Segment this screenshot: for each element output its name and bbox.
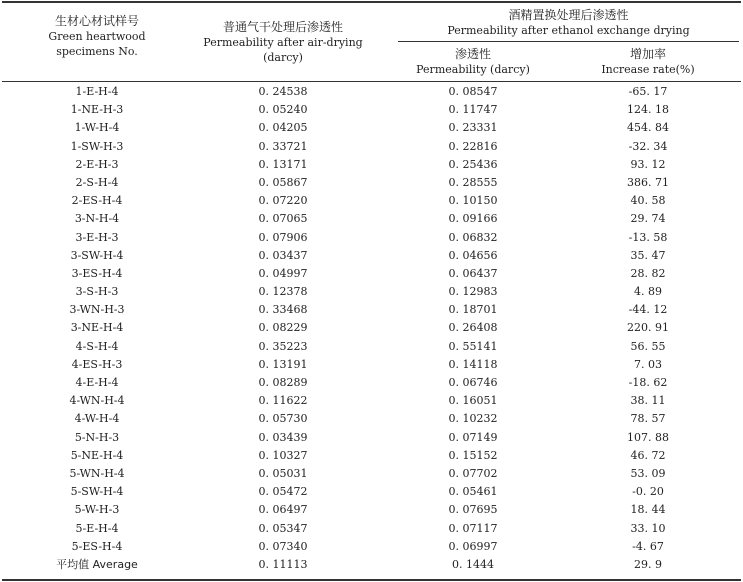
table-row [0,192,743,210]
cell-ethanol-permeability: 0. 23331 [448,121,498,135]
cell-increase-rate: 386. 71 [627,175,669,189]
cell-air-drying-permeability: 0. 10327 [258,448,308,462]
table-row [0,429,743,447]
header-air-drying-en1: Permeability after air-drying [203,36,363,49]
cell-ethanol-permeability: 0. 05461 [448,485,498,499]
cell-increase-rate: 18. 44 [630,503,666,517]
table-row [0,301,743,319]
cell-air-drying-permeability: 0. 05031 [258,466,308,480]
cell-increase-rate: 35. 47 [630,248,666,262]
average-ethanol-permeability: 0. 1444 [452,557,494,571]
cell-ethanol-permeability: 0. 11747 [448,103,498,117]
cell-specimen-id: 3-N-H-4 [74,212,120,226]
cell-air-drying-permeability: 0. 13191 [258,357,308,371]
table-row [0,520,743,538]
cell-specimen-id: 5-WN-H-4 [69,466,125,480]
cell-ethanol-permeability: 0. 14118 [448,357,498,371]
table-row [0,138,743,156]
cell-ethanol-permeability: 0. 22816 [448,139,498,153]
cell-increase-rate: 56. 55 [630,339,666,353]
cell-increase-rate: 4. 89 [634,285,662,299]
cell-specimen-id: 3-SW-H-4 [70,248,124,262]
cell-ethanol-permeability: 0. 04656 [448,248,498,262]
cell-ethanol-permeability: 0. 16051 [448,394,498,408]
cell-air-drying-permeability: 0. 03439 [258,430,308,444]
cell-increase-rate: -44. 12 [628,303,668,317]
cell-specimen-id: 3-NE-H-4 [70,321,124,335]
average-increase-rate: 29. 9 [634,557,662,571]
header-air-drying-en2: (darcy) [263,51,303,64]
cell-specimen-id: 4-ES-H-3 [71,357,123,371]
cell-increase-rate: -13. 58 [628,230,668,244]
cell-ethanol-permeability: 0. 06437 [448,266,498,280]
header-specimen-cn: 生材心材试样号 [54,14,139,28]
cell-increase-rate: 124. 18 [627,103,669,117]
cell-ethanol-permeability: 0. 09166 [448,212,498,226]
cell-air-drying-permeability: 0. 08289 [258,376,308,389]
cell-increase-rate: 93. 12 [630,157,666,171]
cell-specimen-id: 1-SW-H-3 [70,139,124,153]
table-row [0,229,743,247]
cell-specimen-id: 2-ES-H-4 [71,194,123,208]
table-row [0,210,743,228]
cell-air-drying-permeability: 0. 05347 [258,521,308,535]
cell-air-drying-permeability: 0. 07340 [258,539,308,553]
cell-air-drying-permeability: 0. 05730 [258,412,308,426]
table-row [0,101,743,119]
cell-increase-rate: 220. 91 [627,321,669,335]
cell-increase-rate: 107. 88 [627,430,669,444]
cell-ethanol-permeability: 0. 07117 [448,521,498,535]
table-row [0,465,743,483]
cell-specimen-id: 2-E-H-3 [75,157,119,171]
table-top-rule [2,1,741,3]
cell-specimen-id: 3-S-H-3 [75,285,119,299]
header-specimen [22,14,172,59]
cell-ethanol-permeability: 0. 06746 [448,376,498,389]
header-increase-rate-cn: 增加率 [629,47,666,61]
header-bottom-rule [2,81,741,82]
cell-air-drying-permeability: 0. 05240 [258,103,308,117]
header-increase-rate-en: Increase rate(%) [601,63,695,76]
table-row [0,501,743,519]
cell-specimen-id: 1-E-H-4 [75,85,119,98]
header-specimen-en1: Green heartwood [48,30,146,43]
cell-specimen-id: 5-ES-H-4 [71,539,123,553]
cell-specimen-id: 5-E-H-4 [75,521,119,535]
cell-increase-rate: 40. 58 [630,194,666,208]
table-body [0,83,743,574]
header-permeability-cn: 渗透性 [454,47,491,61]
cell-ethanol-permeability: 0. 07702 [448,466,498,480]
table-row [0,119,743,137]
table-row [0,156,743,174]
cell-increase-rate: -4. 67 [632,539,664,553]
table-row [0,338,743,356]
cell-ethanol-permeability: 0. 55141 [448,339,498,353]
cell-ethanol-permeability: 0. 28555 [448,175,498,189]
cell-specimen-id: 5-SW-H-4 [70,485,124,499]
header-specimen-en2: specimens No. [56,45,138,58]
cell-air-drying-permeability: 0. 07906 [258,230,308,244]
cell-specimen-id: 2-S-H-4 [75,175,119,189]
cell-ethanol-permeability: 0. 26408 [448,321,498,335]
cell-ethanol-permeability: 0. 07149 [448,430,498,444]
average-specimen-id: 平均值 Average [56,557,138,571]
cell-specimen-id: 3-ES-H-4 [71,266,123,280]
cell-air-drying-permeability: 0. 03437 [258,248,308,262]
table-row [0,174,743,192]
cell-air-drying-permeability: 0. 04205 [258,121,308,135]
table-row [0,356,743,374]
table-row [0,283,743,301]
cell-increase-rate: 454. 84 [627,121,669,135]
cell-ethanol-permeability: 0. 06832 [448,230,498,244]
cell-ethanol-permeability: 0. 10232 [448,412,498,426]
table-row [0,319,743,337]
header-ethanol-group [398,8,739,38]
cell-increase-rate: -32. 34 [628,139,668,153]
cell-specimen-id: 4-E-H-4 [75,376,119,389]
table-row [0,83,743,101]
cell-air-drying-permeability: 0. 24538 [258,85,308,98]
cell-increase-rate: 29. 74 [630,212,666,226]
cell-air-drying-permeability: 0. 13171 [258,157,308,171]
table-row [0,247,743,265]
cell-increase-rate: 38. 11 [630,394,666,408]
header-ethanol-group-cn: 酒精置换处理后渗透性 [508,8,629,22]
cell-air-drying-permeability: 0. 04997 [258,266,308,280]
cell-ethanol-permeability: 0. 07695 [448,503,498,517]
cell-air-drying-permeability: 0. 05867 [258,175,308,189]
table-row [0,410,743,428]
cell-air-drying-permeability: 0. 08229 [258,321,308,335]
header-ethanol-group-en: Permeability after ethanol exchange drying [447,24,690,37]
cell-increase-rate: -18. 62 [628,376,668,389]
cell-air-drying-permeability: 0. 07220 [258,194,308,208]
cell-increase-rate: -0. 20 [632,485,664,499]
table-row [0,265,743,283]
cell-ethanol-permeability: 0. 06997 [448,539,498,553]
cell-specimen-id: 1-NE-H-3 [70,103,124,117]
table-row [0,392,743,410]
header-permeability [398,47,548,77]
table-row [0,374,743,392]
table-row [0,538,743,556]
cell-specimen-id: 3-WN-H-3 [69,303,125,317]
cell-ethanol-permeability: 0. 25436 [448,157,498,171]
cell-specimen-id: 5-NE-H-4 [70,448,124,462]
cell-ethanol-permeability: 0. 15152 [448,448,498,462]
cell-increase-rate: 28. 82 [630,266,666,280]
cell-specimen-id: 4-S-H-4 [75,339,119,353]
cell-specimen-id: 4-WN-H-4 [69,394,125,408]
cell-specimen-id: 5-W-H-3 [74,503,120,517]
cell-specimen-id: 4-W-H-4 [74,412,120,426]
cell-air-drying-permeability: 0. 33721 [258,139,308,153]
cell-increase-rate: -65. 17 [628,85,668,98]
cell-specimen-id: 1-W-H-4 [74,121,120,135]
cell-increase-rate: 7. 03 [634,357,662,371]
average-air-drying-permeability: 0. 11113 [258,557,308,571]
table-row [0,483,743,501]
cell-ethanol-permeability: 0. 18701 [448,303,498,317]
cell-increase-rate: 46. 72 [630,448,666,462]
header-permeability-en: Permeability (darcy) [416,63,530,76]
cell-air-drying-permeability: 0. 33468 [258,303,308,317]
header-air-drying-cn: 普通气干处理后渗透性 [222,20,343,34]
cell-air-drying-permeability: 0. 05472 [258,485,308,499]
table-bottom-rule [2,579,741,581]
header-increase-rate [578,47,718,77]
cell-air-drying-permeability: 0. 06497 [258,503,308,517]
group-header-rule [398,41,739,42]
cell-ethanol-permeability: 0. 08547 [448,85,498,98]
cell-specimen-id: 3-E-H-3 [75,230,119,244]
table-row [0,447,743,465]
cell-ethanol-permeability: 0. 12983 [448,285,498,299]
cell-specimen-id: 5-N-H-3 [74,430,120,444]
cell-increase-rate: 53. 09 [630,466,666,480]
cell-air-drying-permeability: 0. 07065 [258,212,308,226]
average-row [0,556,743,574]
cell-increase-rate: 78. 57 [630,412,666,426]
cell-ethanol-permeability: 0. 10150 [448,194,498,208]
cell-air-drying-permeability: 0. 11622 [258,394,308,408]
cell-air-drying-permeability: 0. 35223 [258,339,308,353]
cell-increase-rate: 33. 10 [630,521,666,535]
cell-air-drying-permeability: 0. 12378 [258,285,308,299]
header-air-drying [198,20,368,65]
